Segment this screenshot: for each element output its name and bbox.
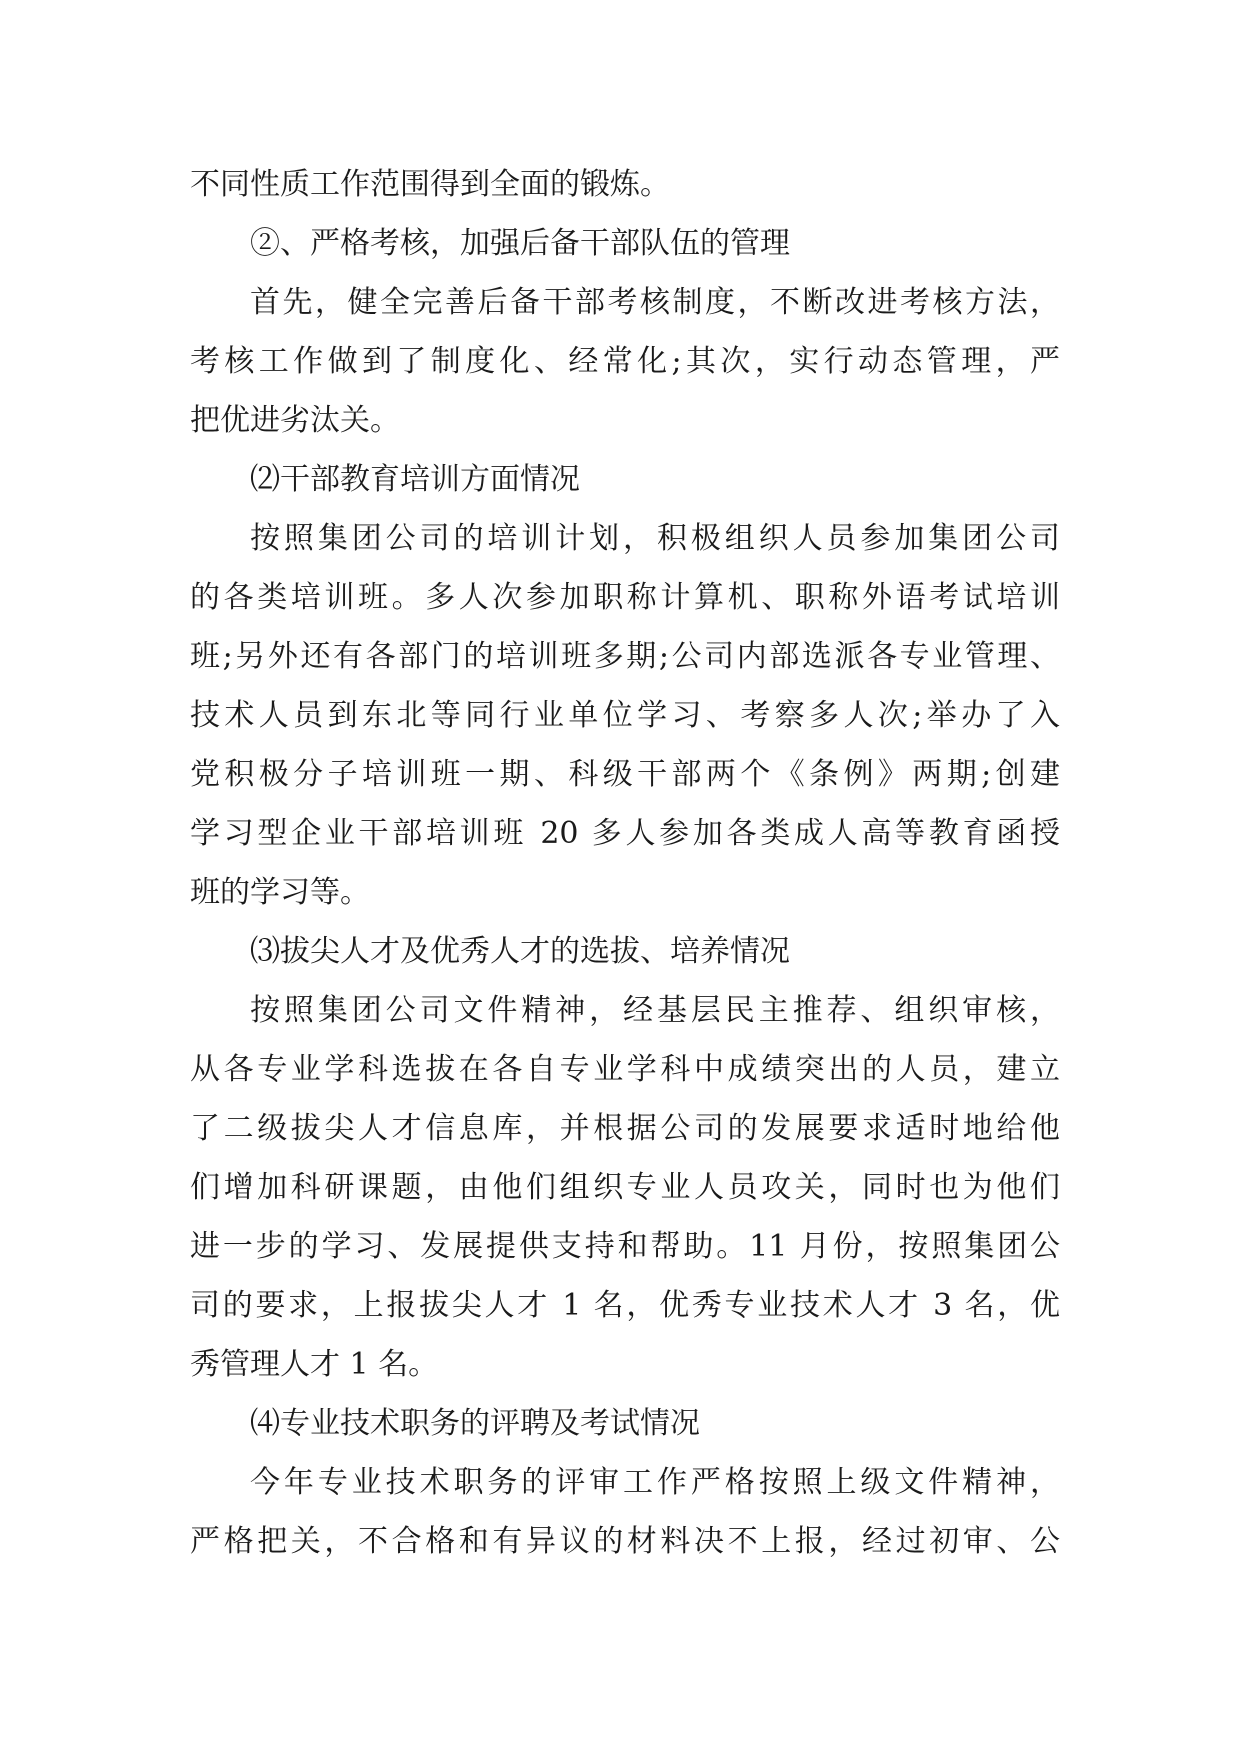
section-heading: ⑶拔尖人才及优秀人才的选拔、培养情况: [250, 934, 790, 969]
paragraph-line: 首先，健全完善后备干部考核制度，不断改进考核方法，: [250, 285, 1060, 320]
paragraph-line: 严格把关，不合格和有异议的材料决不上报，经过初审、公: [190, 1524, 1060, 1559]
paragraph-line: 按照集团公司文件精神，经基层民主推荐、组织审核，: [250, 993, 1060, 1028]
paragraph-line: 秀管理人才 1 名。: [190, 1347, 439, 1382]
paragraph-line: 进一步的学习、发展提供支持和帮助。11 月份，按照集团公: [190, 1229, 1060, 1264]
paragraph-line: 班的学习等。: [190, 875, 370, 910]
paragraph-line: 了二级拔尖人才信息库，并根据公司的发展要求适时地给他: [190, 1111, 1060, 1146]
paragraph-line: 考核工作做到了制度化、经常化;其次，实行动态管理，严: [190, 344, 1060, 379]
paragraph-line: 把优进劣汰关。: [190, 403, 400, 438]
section-heading: ②、严格考核，加强后备干部队伍的管理: [250, 226, 790, 261]
paragraph-line: 从各专业学科选拔在各自专业学科中成绩突出的人员，建立: [190, 1052, 1060, 1087]
paragraph-line: 学习型企业干部培训班 20 多人参加各类成人高等教育函授: [190, 816, 1060, 851]
paragraph-line: 不同性质工作范围得到全面的锻炼。: [190, 167, 670, 202]
paragraph-line: 司的要求，上报拔尖人才 1 名，优秀专业技术人才 3 名，优: [190, 1288, 1060, 1323]
section-heading: ⑷专业技术职务的评聘及考试情况: [250, 1406, 700, 1441]
paragraph-line: 党积极分子培训班一期、科级干部两个《条例》两期;创建: [190, 757, 1060, 792]
paragraph-line: 的各类培训班。多人次参加职称计算机、职称外语考试培训: [190, 580, 1060, 615]
paragraph-line: 按照集团公司的培训计划，积极组织人员参加集团公司: [250, 521, 1060, 556]
paragraph-line: 们增加科研课题，由他们组织专业人员攻关，同时也为他们: [190, 1170, 1060, 1205]
paragraph-line: 今年专业技术职务的评审工作严格按照上级文件精神，: [250, 1465, 1060, 1500]
paragraph-line: 班;另外还有各部门的培训班多期;公司内部选派各专业管理、: [190, 639, 1060, 674]
paragraph-line: 技术人员到东北等同行业单位学习、考察多人次;举办了入: [190, 698, 1060, 733]
document-body: [190, 155, 1060, 1571]
section-heading: ⑵干部教育培训方面情况: [250, 462, 580, 497]
